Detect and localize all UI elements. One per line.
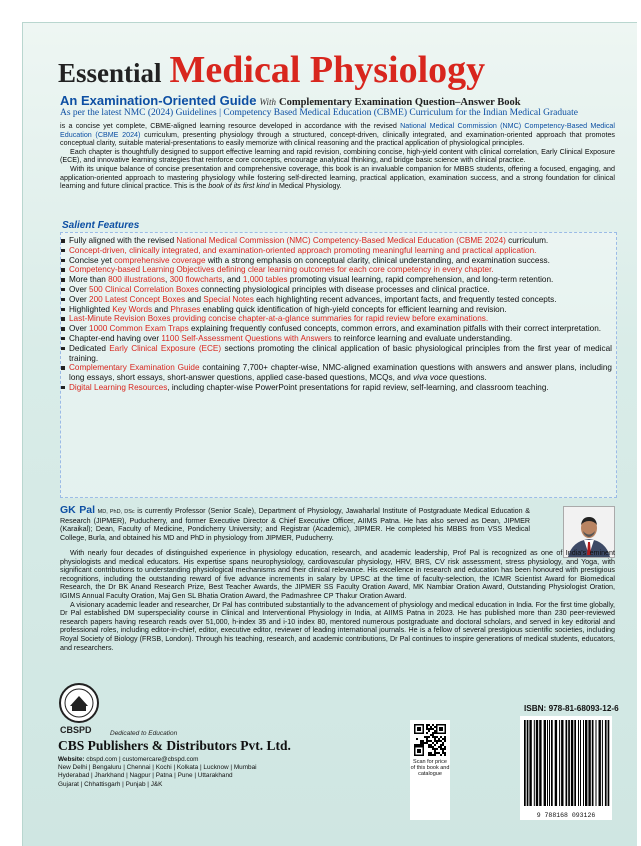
salient-feature-text: curriculum.	[505, 236, 549, 245]
intro-p1-text: is a concise yet complete, CBME-aligned learning resource developed in accordance with the revised	[60, 122, 401, 130]
salient-feature-text: ,	[165, 275, 170, 285]
subtitle-with: With	[259, 97, 276, 107]
salient-feature-text: comprehensive coverage	[114, 255, 206, 265]
intro-p1-highlight: National Medical Commission (NMC) Competency-Based Medical Education (CBME 2024)	[60, 122, 615, 139]
website-value[interactable]: cbspd.com | customercare@cbspd.com	[86, 756, 199, 763]
isbn-label: ISBN: 978-81-68093-12-6	[524, 704, 619, 713]
subtitle-rest: Complementary Examination Question–Answer Book	[278, 97, 521, 108]
salient-feature-text: containing 7,700+ chapter-wise, NMC-aligned examination questions with answers and answer plans, including long essays, short essays, short-answer questions, applied case-based questions, MCQs, and	[69, 363, 612, 383]
salient-feature-text: promoting visual learning, rapid comprehension, and long-term retention.	[287, 275, 554, 285]
intro-p1-rest: curriculum, presenting physiology through a structured, concept-driven, clinically integrated, and examination-oriented approach that promotes conceptual clarity, suitable material-presentations to easily memorize with clinical reasoning and the practical application of physiological principles.	[60, 130, 615, 148]
salient-feature-text: and	[152, 304, 171, 314]
author-bio	[60, 549, 615, 652]
intro-text	[60, 122, 615, 191]
salient-feature-text: 800 illustrations	[108, 275, 166, 285]
publisher-tagline: Dedicated to Education	[110, 730, 178, 737]
qr-block	[410, 720, 450, 820]
publisher-cities-1: New Delhi | Bengaluru | Chennai | Kochi | Kolkata | Lucknow | Mumbai	[58, 764, 257, 772]
intro-p3-rest: in Medical Physiology.	[269, 182, 342, 191]
salient-feature-text: Highlighted	[69, 304, 113, 314]
salient-feature-text: Over	[69, 294, 90, 304]
intro-paragraph-3	[60, 165, 615, 191]
salient-feature-item	[68, 363, 612, 383]
salient-feature-text: 200 Latest Concept Boxes	[89, 294, 186, 304]
salient-feature-text: and	[185, 294, 204, 304]
salient-feature-item	[68, 275, 612, 285]
salient-feature-text: Concise yet	[69, 255, 115, 265]
salient-feature-text: connecting physiological principles with disease processes and clinical practice.	[198, 284, 490, 294]
salient-feature-text: Fully aligned with the revised	[69, 236, 177, 245]
title-essential: Essential	[58, 58, 162, 88]
salient-features-title: Salient Features	[62, 220, 140, 231]
publisher-website-line	[58, 756, 257, 764]
salient-feature-text: 500 Clinical Correlation Boxes	[89, 284, 199, 294]
salient-feature-text: 1100 Self-Assessment Questions with Answers	[161, 333, 332, 343]
intro-paragraph-2: Each chapter is thoughtfully designed to support effective learning and rapid revision, combining concise, high-yield content with clinical correlation, Early Clinical Exposure (ECE), and innovative learning strategies that reinforce core concepts, encourage analytical thinking, and bridge basic science with clinical practice.	[60, 147, 615, 165]
salient-feature-item	[68, 246, 612, 256]
salient-feature-item	[68, 324, 612, 334]
book-subtitle	[60, 93, 521, 108]
barcode-digits: 9 788168 093126	[536, 812, 596, 819]
author-degrees: MD, PhD, DSc	[97, 509, 135, 515]
publisher-contact	[58, 756, 257, 789]
salient-feature-text: Concept-driven, clinically integrated, and examination-oriented approach promoting meaningful learning and practical application.	[69, 245, 537, 255]
qr-code-icon[interactable]	[413, 723, 447, 757]
salient-feature-item	[68, 383, 612, 393]
salient-feature-item	[68, 295, 612, 305]
salient-feature-item	[68, 344, 612, 364]
salient-feature-item	[68, 265, 612, 275]
intro-p3-text: With its unique balance of concise presentation and comprehensive coverage, this book is an invaluable companion for MBBS students, offering a focused, engaging, and application-oriented approach to mastering physiology while fostering self-directed learning, practical application, examination success, and a strong foundation for clinical learning and future clinical practice. This is the	[60, 164, 615, 191]
salient-feature-text: each highlighting recent advances, important facts, and frequently tested concepts.	[253, 294, 557, 304]
salient-feature-text: Complementary Examination Guide	[69, 363, 200, 373]
salient-feature-text: Chapter-end having over	[69, 333, 162, 343]
salient-feature-text: questions.	[447, 373, 487, 383]
salient-feature-text: sections promoting the clinical application of basic physiological principles from the first year of medical training.	[69, 343, 612, 363]
salient-feature-text: Early Clinical Exposure (ECE)	[109, 343, 222, 353]
salient-feature-text: viva voce	[413, 373, 448, 383]
salient-feature-text: enabling quick identification of high-yield concepts for efficient learning and revision.	[200, 304, 507, 314]
salient-feature-text: with a strong emphasis on conceptual clarity, clinical understanding, and examination success.	[205, 255, 550, 265]
salient-feature-item	[68, 334, 612, 344]
salient-feature-text: Last-Minute Revision Boxes providing concise chapter-at-a-glance summaries for rapid review before examinations.	[69, 314, 489, 324]
salient-feature-text: More than	[69, 275, 109, 285]
salient-feature-text: Phrases	[170, 304, 201, 314]
author-intro	[60, 506, 530, 542]
salient-feature-text: 1,000 tables	[242, 275, 288, 285]
cbspd-logo	[58, 682, 100, 724]
salient-feature-text: to reinforce learning and evaluate understanding.	[331, 333, 513, 343]
publisher-name: CBS Publishers & Distributors Pvt. Ltd.	[58, 738, 291, 753]
salient-feature-text: Digital Learning Resources	[69, 382, 168, 392]
author-name: GK Pal	[60, 504, 96, 516]
cbspd-logo-text: CBSPD	[60, 725, 92, 735]
salient-feature-text: Competency-based Learning Objectives defining clear learning outcomes for each core competency in every chapter.	[69, 265, 494, 275]
nmc-guidelines-line: As per the latest NMC (2024) Guidelines | Competency Based Medical Education (CBME) Curriculum for the Indian Medical Graduate	[60, 108, 578, 118]
author-bio-1: is currently Professor (Senior Scale), Department of Physiology, Jawaharlal Institute of Postgraduate Medical Education & Research (JIPMER), Puducherry, and former Executive Director & Chief Executive Officer, AIIMS Patna. He has also served as Dean, JIPMER (Karaikal); Dean, Faculty of Medicine, Pondicherry University; and Registrar (Academic), JIPMER. He completed his MBBS from VSS Medical College, Burla, and obtained his MD and PhD in physiology from JIPMER, Puducherry.	[60, 507, 530, 542]
subtitle-main: An Examination-Oriented Guide	[60, 93, 257, 108]
salient-feature-item	[68, 236, 612, 246]
salient-feature-text: Special Notes	[203, 294, 254, 304]
salient-feature-text: Key Words	[112, 304, 153, 314]
salient-feature-text: 1000 Common Exam Traps	[89, 324, 189, 334]
title-medical-physiology: Medical Physiology	[169, 49, 486, 91]
salient-feature-text: Over	[69, 324, 90, 334]
intro-p3-italic: book of its first kind	[208, 182, 270, 191]
book-title	[58, 48, 485, 92]
salient-feature-item	[68, 314, 612, 324]
salient-feature-text: Dedicated	[69, 343, 110, 353]
salient-features-list	[68, 236, 612, 393]
intro-paragraph-1	[60, 122, 615, 148]
salient-feature-text: , including chapter-wise PowerPoint presentations for rapid review, self-learning, and classroom teaching.	[167, 382, 549, 392]
salient-feature-text: National Medical Commission (NMC) Competency-Based Medical Education (CBME 2024)	[176, 236, 506, 245]
qr-caption: Scan for price of this book and catalogue	[410, 759, 450, 778]
salient-feature-text: explaining frequently confused concepts, common errors, and examination pitfalls with their correct interpretation.	[188, 324, 602, 334]
author-bio-3: A visionary academic leader and researcher, Dr Pal has contributed substantially to the advancement of physiology and medical education in India. For the first time globally, Dr Pal established DM superspeciality course in Clinical and Interventional Physiology in India, at AIIMS Patna in 2023. He has published more than 230 peer-reviewed research papers having research reads over 51,000, h-index 35 and i-10 index 80, mentored numerous postgraduate and doctoral scholars, and served in key editorial and professional roles, including editor-in-chief, editor, executive editor, reviewer of leading international journals. He is a fellow of several prestigious scientific societies, including Royal Society of Biology (FRSB, London). Through his teaching, research, and academic contributions, Dr Pal continues to inspire generations of medical students, educators, and researchers.	[60, 600, 615, 652]
isbn-barcode-icon	[520, 716, 612, 820]
salient-feature-text: Over	[69, 284, 90, 294]
salient-feature-item	[68, 285, 612, 295]
publisher-cities-2: Hyderabad | Jharkhand | Nagpur | Patna | Pune | Uttarakhand	[58, 772, 233, 780]
salient-feature-text: 300 flowcharts	[169, 275, 223, 285]
salient-feature-item	[68, 305, 612, 315]
website-label: Website:	[58, 756, 85, 763]
salient-feature-text: , and	[222, 275, 243, 285]
salient-feature-item	[68, 256, 612, 266]
publisher-cities-3: Gujarat | Chhattisgarh | Punjab | J&K	[58, 780, 163, 788]
author-bio-2: With nearly four decades of distinguished experience in physiology education, research, and academic leadership, Prof Pal is recognized as one of India's eminent physiologists and medical educators. His expertise spans neurophysiology, cardiovascular physiology, HRV, BRS, CV risk assessment, stress physiology, and Yoga, with significant contributions to understanding physiological mechanisms and their clinical relevance. His excellence in research and education has been honoured with prestigious recognitions, including the outstanding reward of five advance increments in salary by UPSC at the time of faculty-selection, the ICMR Scientist Award for Biomedical Research, the Dr BK Anand Research Prize, Best Teacher Awards, the JIPMER SS Faculty Oration Award, MK Nambiar Oration Award, Outstanding Physiologist Oration, IGIMS Annual Faculty Oration, Maj Gen SL Bhatia Oration Award, the Padmashree CP Thakur Oration Award.	[60, 549, 615, 600]
